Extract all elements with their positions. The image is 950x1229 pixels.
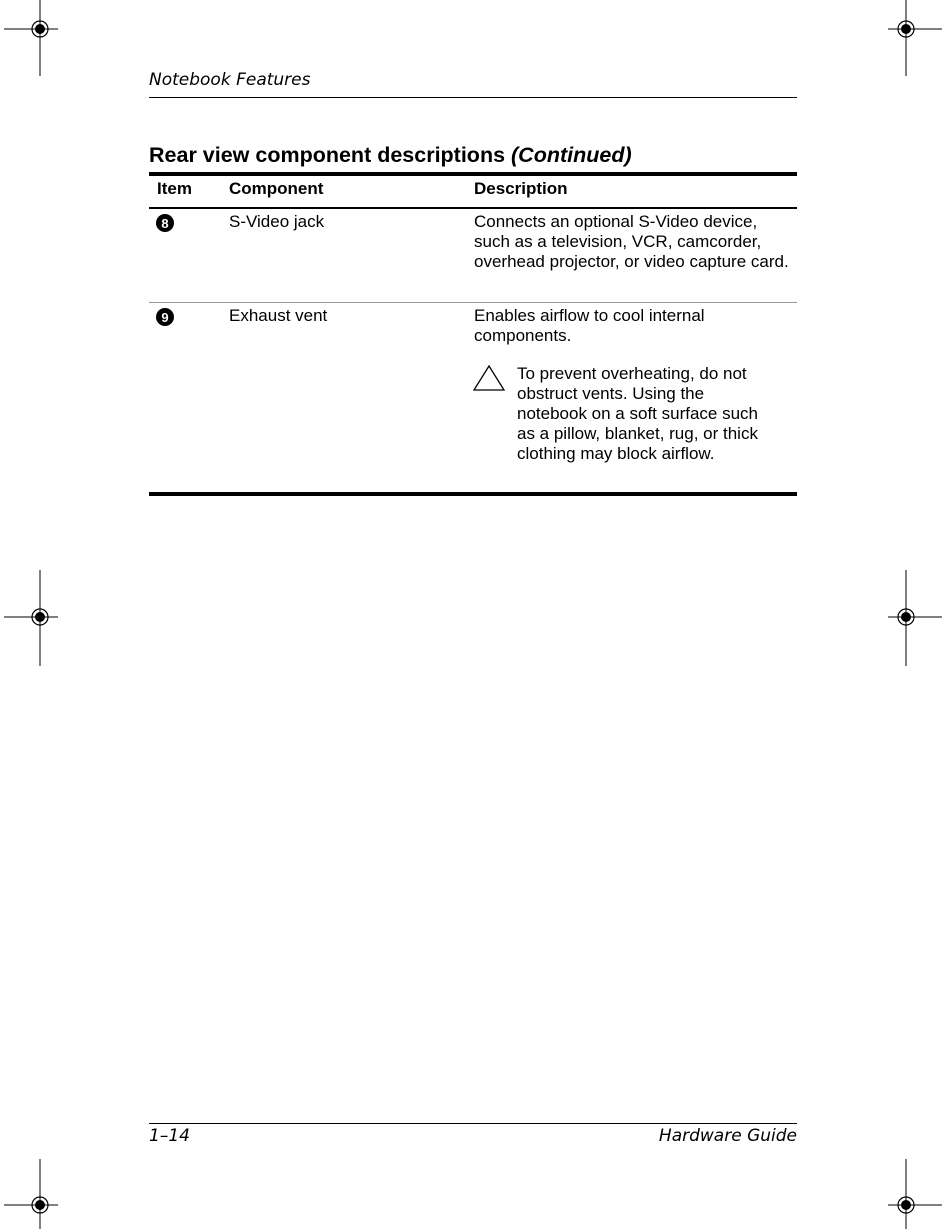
item-number-badge: 9 xyxy=(156,308,174,326)
table-header-rule xyxy=(149,207,797,209)
page-number: 1–14 xyxy=(149,1126,190,1146)
caution-triangle-icon xyxy=(473,365,505,391)
registration-mark-bottom-left xyxy=(0,1155,80,1229)
component-name: S-Video jack xyxy=(229,212,325,231)
registration-mark-top-right xyxy=(870,0,950,80)
table-title-text: Rear view component descriptions xyxy=(149,143,512,167)
item-number-badge: 8 xyxy=(156,214,174,232)
registration-mark-top-left xyxy=(0,0,80,80)
header-rule xyxy=(149,97,797,98)
table-row-divider xyxy=(149,302,797,303)
registration-mark-mid-right xyxy=(870,570,950,666)
component-name: Exhaust vent xyxy=(229,306,328,325)
footer-rule xyxy=(149,1123,797,1124)
table-title-suffix: (Continued) xyxy=(511,143,632,167)
table-bottom-rule xyxy=(149,492,797,496)
caution-text: To prevent overheating, do not obstruct vents. Using the notebook on a soft surface such as a pillow, blanket, rug, or thick clothing may block airflow. xyxy=(517,364,758,463)
component-description: Enables airflow to cool internal components. xyxy=(474,306,705,345)
component-description: Connects an optional S-Video device, such as a television, VCR, camcorder, overhead projector, or video capture card. xyxy=(474,212,789,271)
running-head: Notebook Features xyxy=(149,70,311,90)
registration-mark-mid-left xyxy=(0,570,80,666)
column-header-component: Component xyxy=(229,179,324,198)
table-top-rule xyxy=(149,172,797,176)
guide-name: Hardware Guide xyxy=(658,1126,797,1146)
column-header-description: Description xyxy=(474,179,568,198)
table-title xyxy=(149,143,632,168)
column-header-item: Item xyxy=(157,179,192,198)
registration-mark-bottom-right xyxy=(870,1155,950,1229)
